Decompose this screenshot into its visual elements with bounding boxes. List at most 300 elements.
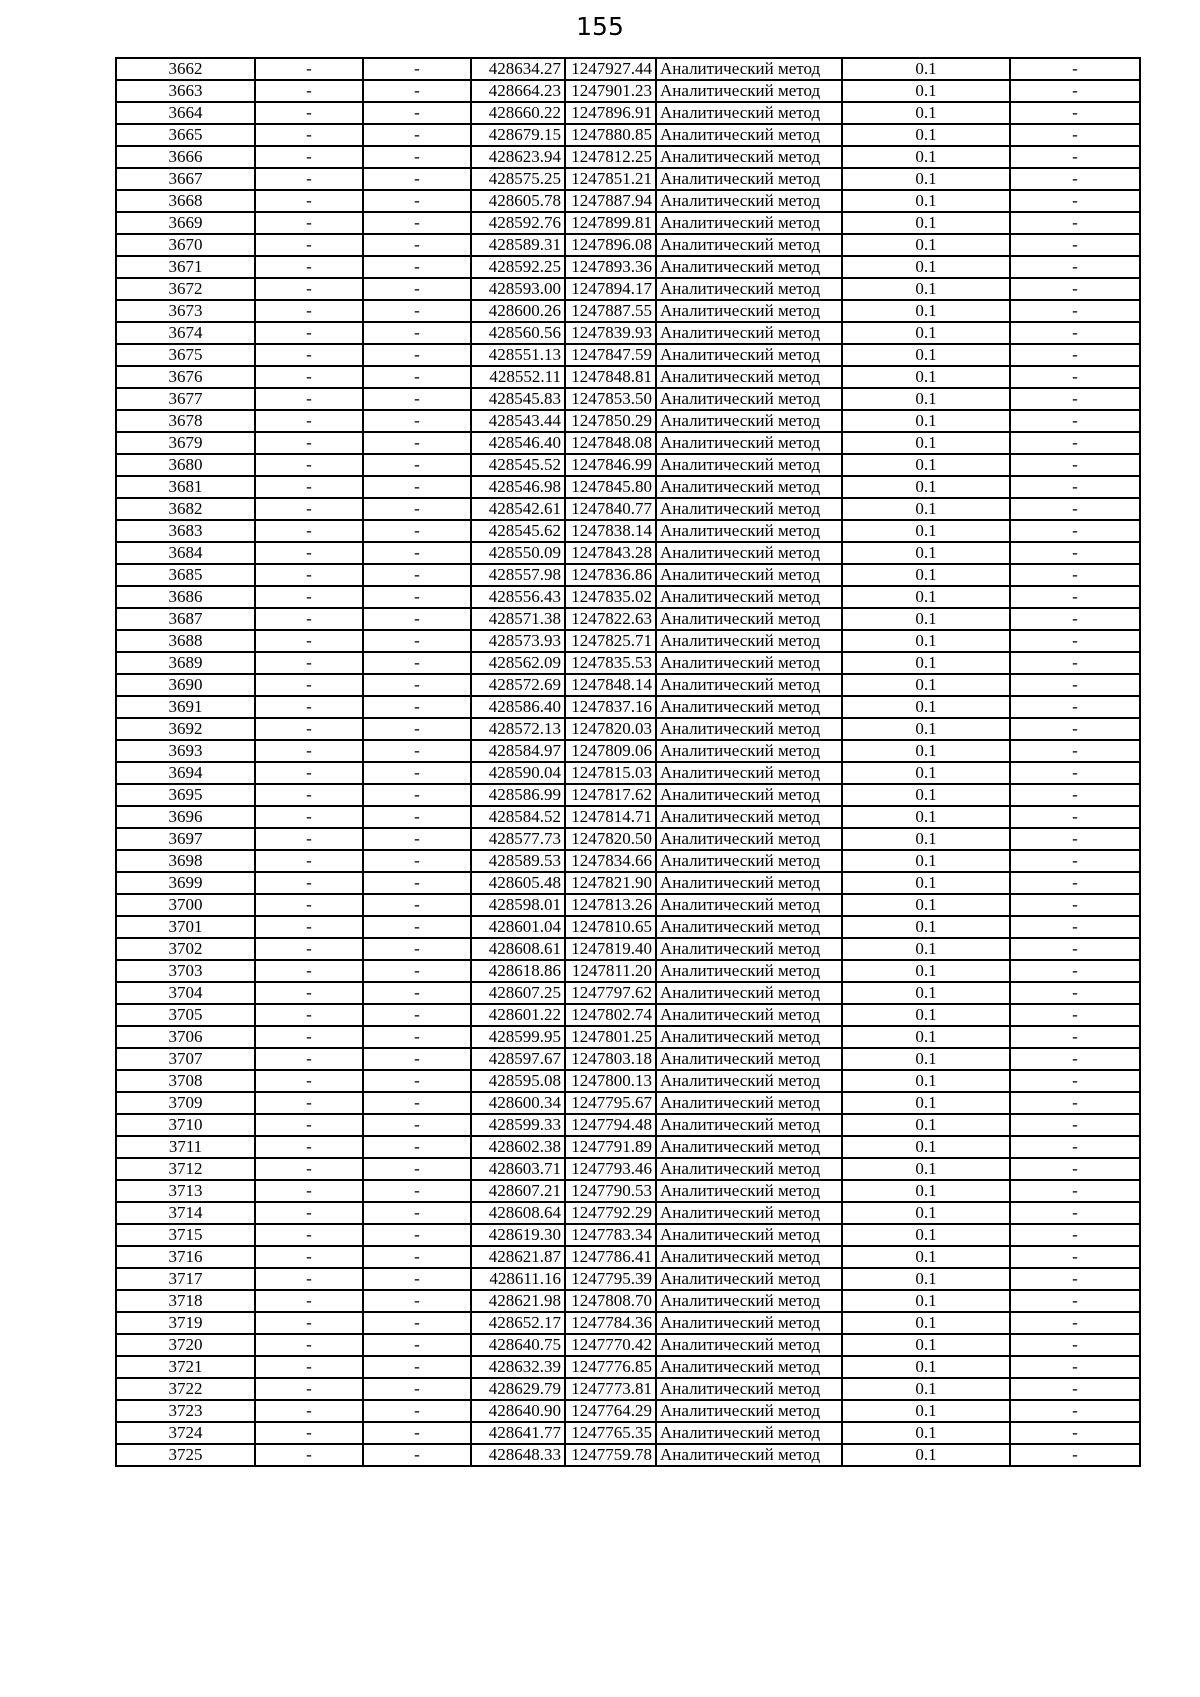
x-coordinate-cell: 428572.13 <box>471 718 565 740</box>
x-coordinate-cell: 428560.56 <box>471 322 565 344</box>
method-cell: Аналитический метод <box>656 278 842 300</box>
table-row <box>116 278 1140 300</box>
dash-cell: - <box>363 520 471 542</box>
accuracy-cell: 0.1 <box>842 740 1010 762</box>
method-cell: Аналитический метод <box>656 520 842 542</box>
method-cell: Аналитический метод <box>656 454 842 476</box>
point-number-cell: 3695 <box>116 784 255 806</box>
accuracy-cell: 0.1 <box>842 454 1010 476</box>
point-number-cell: 3719 <box>116 1312 255 1334</box>
y-coordinate-cell: 1247795.39 <box>565 1268 656 1290</box>
method-cell: Аналитический метод <box>656 168 842 190</box>
y-coordinate-cell: 1247834.66 <box>565 850 656 872</box>
dash-cell: - <box>1010 1334 1140 1356</box>
method-cell: Аналитический метод <box>656 894 842 916</box>
x-coordinate-cell: 428621.98 <box>471 1290 565 1312</box>
dash-cell: - <box>363 872 471 894</box>
accuracy-cell: 0.1 <box>842 696 1010 718</box>
table-row <box>116 1312 1140 1334</box>
dash-cell: - <box>1010 718 1140 740</box>
table-row <box>116 476 1140 498</box>
method-cell: Аналитический метод <box>656 1026 842 1048</box>
table-row <box>116 960 1140 982</box>
table-row <box>116 1378 1140 1400</box>
method-cell: Аналитический метод <box>656 652 842 674</box>
dash-cell: - <box>1010 256 1140 278</box>
accuracy-cell: 0.1 <box>842 1444 1010 1466</box>
method-cell: Аналитический метод <box>656 1070 842 1092</box>
x-coordinate-cell: 428577.73 <box>471 828 565 850</box>
dash-cell: - <box>363 542 471 564</box>
table-row <box>116 1202 1140 1224</box>
point-number-cell: 3680 <box>116 454 255 476</box>
x-coordinate-cell: 428552.11 <box>471 366 565 388</box>
accuracy-cell: 0.1 <box>842 630 1010 652</box>
y-coordinate-cell: 1247802.74 <box>565 1004 656 1026</box>
point-number-cell: 3687 <box>116 608 255 630</box>
table-row <box>116 696 1140 718</box>
x-coordinate-cell: 428602.38 <box>471 1136 565 1158</box>
point-number-cell: 3717 <box>116 1268 255 1290</box>
dash-cell: - <box>1010 960 1140 982</box>
method-cell: Аналитический метод <box>656 938 842 960</box>
dash-cell: - <box>1010 740 1140 762</box>
method-cell: Аналитический метод <box>656 1136 842 1158</box>
point-number-cell: 3708 <box>116 1070 255 1092</box>
table-row <box>116 542 1140 564</box>
dash-cell: - <box>1010 1202 1140 1224</box>
dash-cell: - <box>255 388 363 410</box>
method-cell: Аналитический метод <box>656 1158 842 1180</box>
x-coordinate-cell: 428592.76 <box>471 212 565 234</box>
accuracy-cell: 0.1 <box>842 1290 1010 1312</box>
dash-cell: - <box>255 784 363 806</box>
point-number-cell: 3716 <box>116 1246 255 1268</box>
method-cell: Аналитический метод <box>656 256 842 278</box>
accuracy-cell: 0.1 <box>842 608 1010 630</box>
x-coordinate-cell: 428629.79 <box>471 1378 565 1400</box>
dash-cell: - <box>1010 190 1140 212</box>
accuracy-cell: 0.1 <box>842 278 1010 300</box>
y-coordinate-cell: 1247786.41 <box>565 1246 656 1268</box>
y-coordinate-cell: 1247792.29 <box>565 1202 656 1224</box>
x-coordinate-cell: 428607.21 <box>471 1180 565 1202</box>
accuracy-cell: 0.1 <box>842 1268 1010 1290</box>
dash-cell: - <box>363 1400 471 1422</box>
y-coordinate-cell: 1247812.25 <box>565 146 656 168</box>
point-number-cell: 3667 <box>116 168 255 190</box>
y-coordinate-cell: 1247847.59 <box>565 344 656 366</box>
x-coordinate-cell: 428611.16 <box>471 1268 565 1290</box>
dash-cell: - <box>363 1092 471 1114</box>
point-number-cell: 3703 <box>116 960 255 982</box>
method-cell: Аналитический метод <box>656 1092 842 1114</box>
table-row <box>116 652 1140 674</box>
x-coordinate-cell: 428621.87 <box>471 1246 565 1268</box>
y-coordinate-cell: 1247815.03 <box>565 762 656 784</box>
method-cell: Аналитический метод <box>656 322 842 344</box>
accuracy-cell: 0.1 <box>842 1114 1010 1136</box>
x-coordinate-cell: 428652.17 <box>471 1312 565 1334</box>
y-coordinate-cell: 1247810.65 <box>565 916 656 938</box>
x-coordinate-cell: 428584.52 <box>471 806 565 828</box>
dash-cell: - <box>255 190 363 212</box>
dash-cell: - <box>1010 344 1140 366</box>
method-cell: Аналитический метод <box>656 1356 842 1378</box>
dash-cell: - <box>1010 608 1140 630</box>
table-row <box>116 850 1140 872</box>
dash-cell: - <box>363 300 471 322</box>
y-coordinate-cell: 1247850.29 <box>565 410 656 432</box>
point-number-cell: 3681 <box>116 476 255 498</box>
x-coordinate-cell: 428599.95 <box>471 1026 565 1048</box>
y-coordinate-cell: 1247835.02 <box>565 586 656 608</box>
table-row <box>116 938 1140 960</box>
x-coordinate-cell: 428546.40 <box>471 432 565 454</box>
point-number-cell: 3693 <box>116 740 255 762</box>
dash-cell: - <box>363 344 471 366</box>
dash-cell: - <box>363 454 471 476</box>
method-cell: Аналитический метод <box>656 1290 842 1312</box>
dash-cell: - <box>363 212 471 234</box>
accuracy-cell: 0.1 <box>842 366 1010 388</box>
y-coordinate-cell: 1247801.25 <box>565 1026 656 1048</box>
dash-cell: - <box>255 1246 363 1268</box>
dash-cell: - <box>255 1048 363 1070</box>
accuracy-cell: 0.1 <box>842 1334 1010 1356</box>
table-row <box>116 1334 1140 1356</box>
dash-cell: - <box>363 388 471 410</box>
table-row <box>116 256 1140 278</box>
accuracy-cell: 0.1 <box>842 806 1010 828</box>
method-cell: Аналитический метод <box>656 300 842 322</box>
dash-cell: - <box>255 1180 363 1202</box>
table-row <box>116 102 1140 124</box>
dash-cell: - <box>363 1224 471 1246</box>
dash-cell: - <box>1010 432 1140 454</box>
table-row <box>116 454 1140 476</box>
point-number-cell: 3682 <box>116 498 255 520</box>
dash-cell: - <box>1010 454 1140 476</box>
method-cell: Аналитический метод <box>656 586 842 608</box>
accuracy-cell: 0.1 <box>842 652 1010 674</box>
table-row <box>116 1268 1140 1290</box>
y-coordinate-cell: 1247809.06 <box>565 740 656 762</box>
accuracy-cell: 0.1 <box>842 498 1010 520</box>
accuracy-cell: 0.1 <box>842 938 1010 960</box>
dash-cell: - <box>1010 168 1140 190</box>
dash-cell: - <box>255 1070 363 1092</box>
method-cell: Аналитический метод <box>656 982 842 1004</box>
dash-cell: - <box>255 1422 363 1444</box>
dash-cell: - <box>255 630 363 652</box>
dash-cell: - <box>1010 410 1140 432</box>
dash-cell: - <box>363 1026 471 1048</box>
x-coordinate-cell: 428546.98 <box>471 476 565 498</box>
dash-cell: - <box>1010 102 1140 124</box>
dash-cell: - <box>255 410 363 432</box>
y-coordinate-cell: 1247894.17 <box>565 278 656 300</box>
point-number-cell: 3699 <box>116 872 255 894</box>
dash-cell: - <box>1010 212 1140 234</box>
accuracy-cell: 0.1 <box>842 102 1010 124</box>
point-number-cell: 3672 <box>116 278 255 300</box>
dash-cell: - <box>255 1334 363 1356</box>
dash-cell: - <box>255 1400 363 1422</box>
dash-cell: - <box>255 828 363 850</box>
x-coordinate-cell: 428605.78 <box>471 190 565 212</box>
coordinates-table <box>115 57 1141 1467</box>
point-number-cell: 3700 <box>116 894 255 916</box>
dash-cell: - <box>363 256 471 278</box>
dash-cell: - <box>255 982 363 1004</box>
dash-cell: - <box>363 1422 471 1444</box>
dash-cell: - <box>1010 1444 1140 1466</box>
dash-cell: - <box>255 1224 363 1246</box>
point-number-cell: 3691 <box>116 696 255 718</box>
x-coordinate-cell: 428556.43 <box>471 586 565 608</box>
method-cell: Аналитический метод <box>656 58 842 80</box>
point-number-cell: 3702 <box>116 938 255 960</box>
point-number-cell: 3662 <box>116 58 255 80</box>
x-coordinate-cell: 428679.15 <box>471 124 565 146</box>
y-coordinate-cell: 1247759.78 <box>565 1444 656 1466</box>
y-coordinate-cell: 1247848.14 <box>565 674 656 696</box>
y-coordinate-cell: 1247887.55 <box>565 300 656 322</box>
point-number-cell: 3696 <box>116 806 255 828</box>
table-body <box>116 58 1140 1466</box>
accuracy-cell: 0.1 <box>842 1246 1010 1268</box>
accuracy-cell: 0.1 <box>842 828 1010 850</box>
dash-cell: - <box>363 674 471 696</box>
dash-cell: - <box>1010 982 1140 1004</box>
dash-cell: - <box>255 1268 363 1290</box>
dash-cell: - <box>1010 366 1140 388</box>
y-coordinate-cell: 1247813.26 <box>565 894 656 916</box>
point-number-cell: 3677 <box>116 388 255 410</box>
y-coordinate-cell: 1247835.53 <box>565 652 656 674</box>
y-coordinate-cell: 1247896.08 <box>565 234 656 256</box>
table-row <box>116 1290 1140 1312</box>
table-row <box>116 168 1140 190</box>
method-cell: Аналитический метод <box>656 564 842 586</box>
table-row <box>116 1356 1140 1378</box>
point-number-cell: 3686 <box>116 586 255 608</box>
dash-cell: - <box>255 1312 363 1334</box>
accuracy-cell: 0.1 <box>842 1224 1010 1246</box>
dash-cell: - <box>255 1356 363 1378</box>
accuracy-cell: 0.1 <box>842 718 1010 740</box>
table-row <box>116 212 1140 234</box>
dash-cell: - <box>1010 520 1140 542</box>
accuracy-cell: 0.1 <box>842 1004 1010 1026</box>
dash-cell: - <box>363 1158 471 1180</box>
dash-cell: - <box>363 608 471 630</box>
method-cell: Аналитический метод <box>656 498 842 520</box>
dash-cell: - <box>1010 1268 1140 1290</box>
table-row <box>116 1422 1140 1444</box>
method-cell: Аналитический метод <box>656 344 842 366</box>
dash-cell: - <box>1010 278 1140 300</box>
y-coordinate-cell: 1247811.20 <box>565 960 656 982</box>
dash-cell: - <box>255 872 363 894</box>
dash-cell: - <box>255 432 363 454</box>
dash-cell: - <box>255 454 363 476</box>
dash-cell: - <box>1010 1290 1140 1312</box>
point-number-cell: 3698 <box>116 850 255 872</box>
y-coordinate-cell: 1247784.36 <box>565 1312 656 1334</box>
dash-cell: - <box>1010 300 1140 322</box>
dash-cell: - <box>1010 1312 1140 1334</box>
dash-cell: - <box>255 300 363 322</box>
table-row <box>116 58 1140 80</box>
method-cell: Аналитический метод <box>656 542 842 564</box>
point-number-cell: 3704 <box>116 982 255 1004</box>
point-number-cell: 3663 <box>116 80 255 102</box>
y-coordinate-cell: 1247773.81 <box>565 1378 656 1400</box>
y-coordinate-cell: 1247848.08 <box>565 432 656 454</box>
y-coordinate-cell: 1247808.70 <box>565 1290 656 1312</box>
point-number-cell: 3669 <box>116 212 255 234</box>
x-coordinate-cell: 428543.44 <box>471 410 565 432</box>
dash-cell: - <box>363 1114 471 1136</box>
point-number-cell: 3690 <box>116 674 255 696</box>
method-cell: Аналитический метод <box>656 146 842 168</box>
dash-cell: - <box>363 146 471 168</box>
y-coordinate-cell: 1247851.21 <box>565 168 656 190</box>
dash-cell: - <box>1010 476 1140 498</box>
x-coordinate-cell: 428623.94 <box>471 146 565 168</box>
accuracy-cell: 0.1 <box>842 784 1010 806</box>
x-coordinate-cell: 428589.53 <box>471 850 565 872</box>
table-row <box>116 806 1140 828</box>
table-row <box>116 1004 1140 1026</box>
table-row <box>116 190 1140 212</box>
dash-cell: - <box>255 476 363 498</box>
table-row <box>116 432 1140 454</box>
x-coordinate-cell: 428608.61 <box>471 938 565 960</box>
y-coordinate-cell: 1247820.50 <box>565 828 656 850</box>
dash-cell: - <box>1010 80 1140 102</box>
y-coordinate-cell: 1247770.42 <box>565 1334 656 1356</box>
point-number-cell: 3707 <box>116 1048 255 1070</box>
method-cell: Аналитический метод <box>656 234 842 256</box>
point-number-cell: 3673 <box>116 300 255 322</box>
dash-cell: - <box>255 146 363 168</box>
point-number-cell: 3679 <box>116 432 255 454</box>
point-number-cell: 3711 <box>116 1136 255 1158</box>
x-coordinate-cell: 428605.48 <box>471 872 565 894</box>
y-coordinate-cell: 1247819.40 <box>565 938 656 960</box>
x-coordinate-cell: 428640.90 <box>471 1400 565 1422</box>
method-cell: Аналитический метод <box>656 1202 842 1224</box>
dash-cell: - <box>255 1026 363 1048</box>
table-row <box>116 674 1140 696</box>
table-row <box>116 1444 1140 1466</box>
x-coordinate-cell: 428545.62 <box>471 520 565 542</box>
table-row <box>116 630 1140 652</box>
y-coordinate-cell: 1247843.28 <box>565 542 656 564</box>
table-row <box>116 80 1140 102</box>
accuracy-cell: 0.1 <box>842 476 1010 498</box>
dash-cell: - <box>255 1444 363 1466</box>
dash-cell: - <box>255 1092 363 1114</box>
x-coordinate-cell: 428599.33 <box>471 1114 565 1136</box>
method-cell: Аналитический метод <box>656 740 842 762</box>
dash-cell: - <box>1010 762 1140 784</box>
y-coordinate-cell: 1247783.34 <box>565 1224 656 1246</box>
x-coordinate-cell: 428586.99 <box>471 784 565 806</box>
method-cell: Аналитический метод <box>656 1422 842 1444</box>
y-coordinate-cell: 1247845.80 <box>565 476 656 498</box>
y-coordinate-cell: 1247837.16 <box>565 696 656 718</box>
dash-cell: - <box>255 124 363 146</box>
point-number-cell: 3724 <box>116 1422 255 1444</box>
accuracy-cell: 0.1 <box>842 344 1010 366</box>
point-number-cell: 3675 <box>116 344 255 366</box>
y-coordinate-cell: 1247791.89 <box>565 1136 656 1158</box>
point-number-cell: 3723 <box>116 1400 255 1422</box>
table-row <box>116 410 1140 432</box>
point-number-cell: 3685 <box>116 564 255 586</box>
accuracy-cell: 0.1 <box>842 564 1010 586</box>
accuracy-cell: 0.1 <box>842 894 1010 916</box>
x-coordinate-cell: 428586.40 <box>471 696 565 718</box>
y-coordinate-cell: 1247853.50 <box>565 388 656 410</box>
point-number-cell: 3664 <box>116 102 255 124</box>
table-row <box>116 762 1140 784</box>
dash-cell: - <box>255 696 363 718</box>
dash-cell: - <box>363 564 471 586</box>
dash-cell: - <box>255 1290 363 1312</box>
dash-cell: - <box>1010 1026 1140 1048</box>
method-cell: Аналитический метод <box>656 960 842 982</box>
y-coordinate-cell: 1247820.03 <box>565 718 656 740</box>
accuracy-cell: 0.1 <box>842 1180 1010 1202</box>
table-row <box>116 1070 1140 1092</box>
dash-cell: - <box>363 476 471 498</box>
dash-cell: - <box>255 894 363 916</box>
dash-cell: - <box>363 1334 471 1356</box>
point-number-cell: 3715 <box>116 1224 255 1246</box>
point-number-cell: 3694 <box>116 762 255 784</box>
dash-cell: - <box>255 322 363 344</box>
method-cell: Аналитический метод <box>656 80 842 102</box>
accuracy-cell: 0.1 <box>842 234 1010 256</box>
y-coordinate-cell: 1247838.14 <box>565 520 656 542</box>
dash-cell: - <box>363 190 471 212</box>
dash-cell: - <box>363 982 471 1004</box>
dash-cell: - <box>363 894 471 916</box>
x-coordinate-cell: 428571.38 <box>471 608 565 630</box>
x-coordinate-cell: 428598.01 <box>471 894 565 916</box>
accuracy-cell: 0.1 <box>842 674 1010 696</box>
method-cell: Аналитический метод <box>656 1048 842 1070</box>
point-number-cell: 3718 <box>116 1290 255 1312</box>
dash-cell: - <box>1010 828 1140 850</box>
method-cell: Аналитический метод <box>656 190 842 212</box>
table-row <box>116 718 1140 740</box>
x-coordinate-cell: 428608.64 <box>471 1202 565 1224</box>
dash-cell: - <box>363 234 471 256</box>
point-number-cell: 3720 <box>116 1334 255 1356</box>
dash-cell: - <box>255 1378 363 1400</box>
y-coordinate-cell: 1247795.67 <box>565 1092 656 1114</box>
method-cell: Аналитический метод <box>656 696 842 718</box>
dash-cell: - <box>363 630 471 652</box>
y-coordinate-cell: 1247836.86 <box>565 564 656 586</box>
dash-cell: - <box>1010 696 1140 718</box>
